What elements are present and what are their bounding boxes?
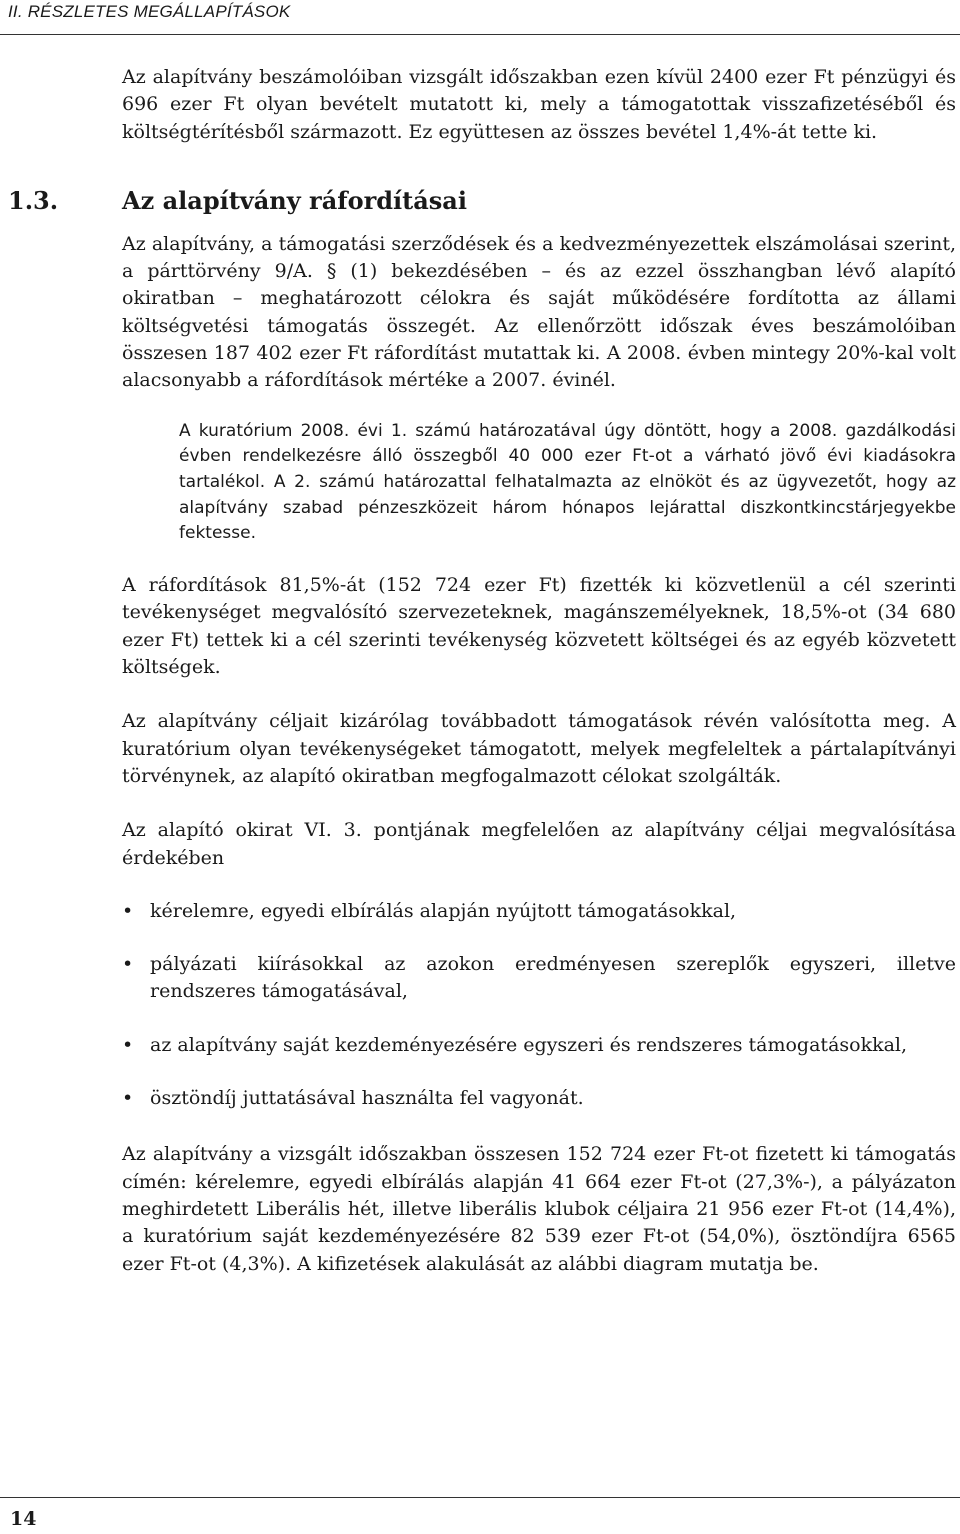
section-title: Az alapítvány ráfordításai	[122, 185, 467, 215]
section-paragraph-3: Az alapítvány céljait kizárólag továbbadott támogatások révén valósította meg. A kuratórium olyan tevékenységeket támogatott, melyek megfeleltek a pártalapítványi törvénynek, az alapító okiratban megfogalmazott célokat szolgálták.	[122, 710, 956, 787]
list-item	[122, 1032, 956, 1059]
support-methods-list	[122, 898, 956, 1112]
bullet-icon: •	[122, 1087, 134, 1110]
bullet-icon: •	[122, 953, 134, 976]
section-paragraph-2: A ráfordítások 81,5%-át (152 724 ezer Ft) fizették ki közvetlenül a cél szerinti tevékenységet megvalósító szervezeteknek, magánszemélyeknek, 18,5%-ot (34 680 ezer Ft) tettek ki a cél szerinti tevékenység közvetett költségei és az egyéb közvetett költségek.	[122, 574, 956, 679]
section-heading	[8, 185, 956, 217]
footer-divider	[0, 1497, 960, 1498]
list-item-text: ösztöndíj juttatásával használta fel vagyonát.	[150, 1087, 584, 1110]
page-body	[8, 64, 956, 1278]
page-number: 14	[10, 1508, 37, 1530]
section-paragraph-4: Az alapító okirat VI. 3. pontjának megfelelően az alapítvány céljai megvalósítása érdekében	[122, 819, 956, 869]
section-paragraph-1: Az alapítvány, a támogatási szerződések és a kedvezményezettek elszámolásai szerint, a párttörvény 9/A. § (1) bekezdésében – és az ezzel összhangban lévő alapító okiratban – meghatározott célokra és saját működésére fordította az állami költségvetési támogatás összegét. Az ellenőrzött időszak éves beszámolóiban összesen 187 402 ezer Ft ráfordítást mutattak ki. A 2008. évben mintegy 20%-kal volt alacsonyabb a ráfordítások mértéke a 2007. évinél.	[122, 232, 956, 392]
list-item-text: az alapítvány saját kezdeményezésére egyszeri és rendszeres támogatásokkal,	[150, 1033, 908, 1056]
section-number: 1.3.	[8, 185, 59, 215]
running-header	[0, 0, 960, 35]
bullet-icon: •	[122, 1033, 134, 1056]
running-header-text: II. RÉSZLETES MEGÁLLAPÍTÁSOK	[8, 2, 291, 21]
kuratorium-note: A kuratórium 2008. évi 1. számú határozatával úgy döntött, hogy a 2008. gazdálkodási évben rendelkezésre álló összegből 40 000 ezer Ft-ot a várható jövő évi kiadásokra tartalékol. A 2. számú határozattal felhatalmazta az elnököt és az ügyvezetőt, hogy az alapítvány szabad pénzeszközeit három hónapos lejárattal diszkontkincstárjegyekbe fektesse.	[179, 420, 956, 544]
list-item-text: pályázati kiírásokkal az azokon eredményesen szereplők egyszeri, illetve rendszeres támogatásával,	[150, 953, 956, 1003]
list-item-text: kérelemre, egyedi elbírálás alapján nyújtott támogatásokkal,	[150, 899, 737, 922]
list-item	[122, 951, 956, 1006]
bullet-icon: •	[122, 899, 134, 922]
section-paragraph-5: Az alapítvány a vizsgált időszakban összesen 152 724 ezer Ft-ot fizetett ki támogatás címén: kérelemre, egyedi elbírálás alapján 41 664 ezer Ft-ot (27,3%-), a pályázaton meghirdetett Liberális hét, illetve liberális klubok céljaira 21 956 ezer Ft-ot (14,4%), a kuratórium saját kezdeményezésére 82 539 ezer Ft-ot (54,0%), ösztöndíjra 6565 ezer Ft-ot (4,3%). A kifizetések alakulását az alábbi diagram mutatja be.	[122, 1143, 956, 1275]
list-item	[122, 1085, 956, 1112]
intro-paragraph: Az alapítvány beszámolóiban vizsgált időszakban ezen kívül 2400 ezer Ft pénzügyi és 696 ezer Ft olyan bevételt mutatott ki, mely a támogatottak visszafizetéséből és költségtérítésből származott. Ez együttesen az összes bevétel 1,4%-át tette ki.	[122, 66, 956, 143]
list-item	[122, 898, 956, 925]
